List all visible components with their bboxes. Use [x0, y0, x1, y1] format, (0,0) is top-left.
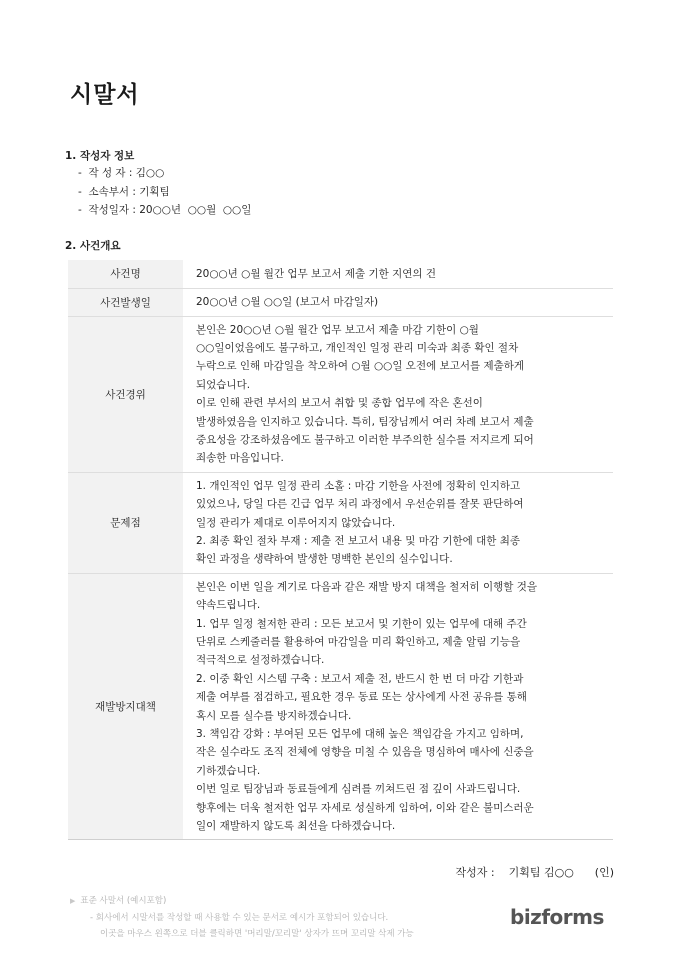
section-incident-title: 2. 사건개요	[65, 240, 121, 252]
row-label: 사건발생일	[68, 288, 183, 316]
triangle-bullet-icon: ▶	[70, 897, 76, 905]
section-writer-info-title: 1. 작성자 정보	[65, 150, 135, 162]
writer-signature-line: 작성자 : 기획팀 김○○ (인)	[455, 866, 614, 879]
table-row	[68, 260, 613, 288]
row-label: 재발방지대책	[68, 573, 183, 840]
incident-name-text: 20○○년 ○월 월간 업무 보고서 제출 기한 지연의 건	[196, 267, 436, 280]
incident-background-text: 본인은 20○○년 ○월 월간 업무 보고서 제출 마감 기한이 ○월 ○○일이었음에도 불구하고, 개인적인 일정 관리 미숙과 최종 확인 절차 누락으로 인해 마감일을 착오하여 ○월 ○○일 오전에 보고서를 제출하게 되었습니다. 이로 인해 관련 부서의 보고서 취합 및 종합 업무에 작은 혼선이 발생하였음을 인지하고 있습니다. 특히, 팀장님께서 여러 차례 보고서 제출 중요성을 강조하셨음에도 불구하고 이러한 부주의한 실수를 저지르게 되어 죄송한 마음입니다.	[196, 323, 534, 465]
row-label: 문제점	[68, 472, 183, 573]
prevention-measures-text: 본인은 이번 일을 계기로 다음과 같은 재발 방지 대책을 철저히 이행할 것을 약속드립니다. 1. 업무 일정 철저한 관리 : 모든 보고서 및 기한이 있는 업무에 대해 주간 단위로 스케줄러를 활용하여 마감일을 미리 확인하고, 제출 알림 기능을 적극적으로 설정하겠습니다. 2. 이중 확인 시스템 구축 : 보고서 제출 전, 반드시 한 번 더 마감 기한과 제출 여부를 점검하고, 필요한 경우 동료 또는 상사에게 사전 공유를 통해 혹시 모를 실수를 방지하겠습니다. 3. 책임감 강화 : 부여된 모든 업무에 대해 높은 책임감을 가지고 임하며, 작은 실수라도 조직 전체에 영향을 미칠 수 있음을 명심하여 매사에 신중을 기하겠습니다. 이번 일로 팀장님과 동료들에게 심려를 끼쳐드린 점 깊이 사과드립니다. 향후에는 더욱 철저한 업무 자세로 성실하게 임하여, 이와 같은 불미스러운 일이 재발하지 않도록 최선을 다하겠습니다.	[196, 580, 538, 833]
row-label: 사건경위	[68, 316, 183, 472]
writer-date-line: - 작성일자 : 20○○년 ○○월 ○○일	[78, 204, 252, 216]
row-value	[183, 316, 613, 472]
writer-dept-line: - 소속부서 : 기획팀	[78, 186, 170, 198]
row-value	[183, 573, 613, 840]
footer-line-2: - 회사에서 시말서를 작성할 때 사용할 수 있는 문서로 예시가 포함되어 있습니다.	[90, 912, 389, 923]
table-row	[68, 573, 613, 840]
row-value	[183, 472, 613, 573]
row-value	[183, 288, 613, 316]
table-row	[68, 288, 613, 316]
footer-note[interactable]	[70, 893, 414, 943]
table-row	[68, 472, 613, 573]
problems-text: 1. 개인적인 업무 일정 관리 소홀 : 마감 기한을 사전에 정확히 인지하고 있었으나, 당일 다른 긴급 업무 처리 과정에서 우선순위를 잘못 판단하여 일정 관리가 제대로 이루어지지 않았습니다. 2. 최종 확인 절차 부재 : 제출 전 보고서 내용 및 마감 기한에 대한 최종 확인 과정을 생략하여 발생한 명백한 본인의 실수입니다.	[196, 479, 524, 566]
incident-table	[68, 260, 613, 840]
table-row	[68, 316, 613, 472]
incident-date-text: 20○○년 ○월 ○○일 (보고서 마감일자)	[196, 295, 379, 308]
footer-line-3: 이곳을 마우스 왼쪽으로 더블 클릭하면 '머리말/꼬리말' 상자가 뜨며 꼬리말 삭제 가능	[100, 929, 414, 939]
writer-name-line: - 작 성 자 : 김○○	[78, 167, 165, 179]
row-value	[183, 260, 613, 288]
footer-line-1: 표준 사말서 (예시포함)	[80, 896, 167, 906]
document-title: 시말서	[70, 82, 140, 108]
row-label: 사건명	[68, 260, 183, 288]
bizforms-logo: bizforms	[510, 905, 604, 929]
